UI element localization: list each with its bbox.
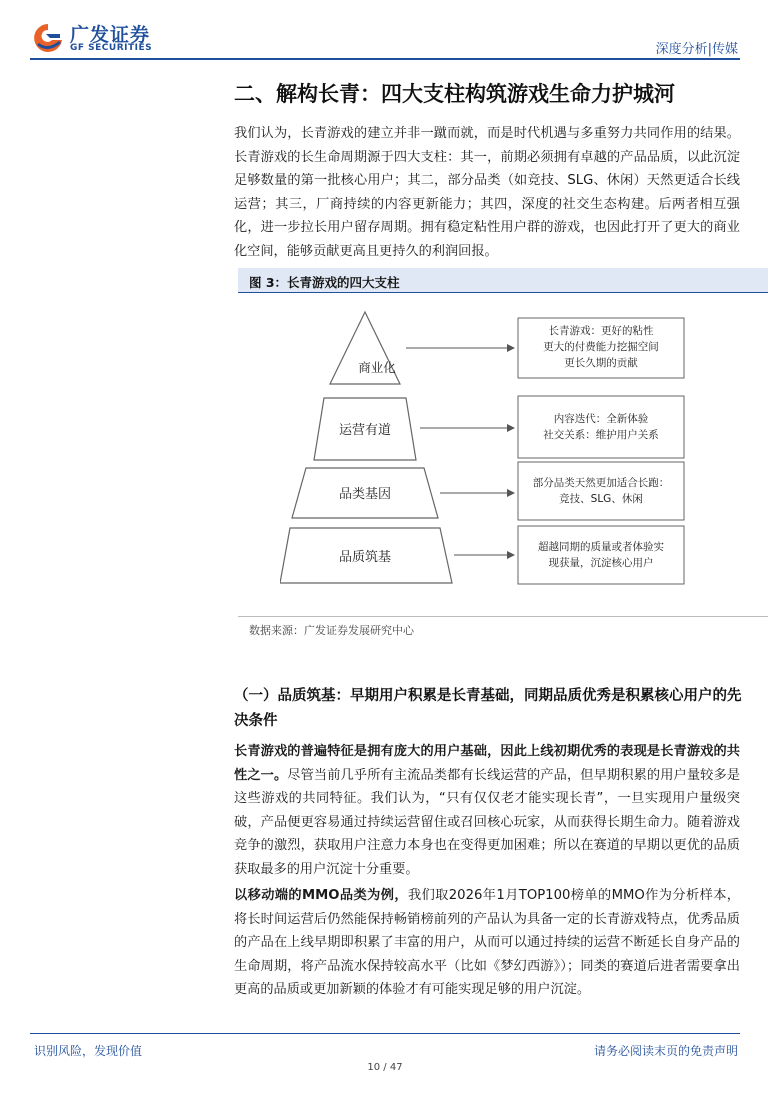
paragraph-mmo-example bbox=[234, 884, 740, 1002]
paragraph-mmo-body: 我们取2026年1月TOP100榜单的MMO作为分析样本，将长时间运营后仍然能保持畅销榜前列的产品认为具备一定的长青游戏特点，优秀品质的产品在上线早期即积累了丰富的用户，从而可以通过持续的运营不断延长自身产品的生命周期，将产品流水保持较高水平（比如《梦幻西游》）；同类的赛道后进者需要拿出更高的品质或更加新颖的体验才有可能实现足够的用户沉淀。 bbox=[234, 888, 740, 997]
four-pillars-diagram bbox=[280, 300, 700, 600]
footer-disclaimer: 请务必阅读末页的免责声明 bbox=[593, 1044, 738, 1058]
figure-source: 数据来源：广发证券发展研究中心 bbox=[249, 624, 414, 637]
paragraph-user-base-lead: 长青游戏的普遍特征是拥有庞大的用户基础，因此上线初期优秀的表现是长青游戏的共性之一。 bbox=[234, 744, 740, 783]
desc-3-line-2: 竞技、SLG、休闲 bbox=[559, 493, 643, 505]
desc-box-2 bbox=[518, 396, 684, 458]
intro-paragraph: 我们认为，长青游戏的建立并非一蹴而就，而是时代机遇与多重努力共同作用的结果。长青游戏的长生命周期源于四大支柱：其一，前期必须拥有卓越的产品品质，以此沉淀足够数量的第一批核心用户；其二，部分品类（如竞技、SLG、休闲）天然更适合长线运营；其三，厂商持续的内容更新能力；其四，深度的社交生态构建。后两者相互强化，进一步拉长用户留存周期。拥有稳定粘性用户群的游戏，也因此打开了更大的商业化空间，能够贡献更高且更持久的利润回报。 bbox=[234, 126, 740, 259]
desc-1-line-1: 长青游戏：更好的粘性 bbox=[548, 325, 654, 337]
section-title: 二、解构长青：四大支柱构筑游戏生命力护城河 bbox=[234, 82, 675, 106]
gf-logo-icon bbox=[30, 22, 66, 54]
pyramid-label-1: 商业化 bbox=[358, 360, 396, 375]
desc-box-4 bbox=[518, 526, 684, 584]
subsection-title: （一）品质筑基：早期用户积累是长青基础，同期品质优秀是积累核心用户的先决条件 bbox=[234, 688, 742, 729]
paragraph-mmo-lead: 以移动端的MMO品类为例， bbox=[234, 888, 408, 903]
header-divider bbox=[30, 58, 740, 60]
logo-chinese-name: 广发证券 bbox=[70, 24, 151, 46]
logo-english-name: GF SECURITIES bbox=[70, 43, 153, 53]
desc-4-line-1: 超越同期的质量或者体验实 bbox=[538, 541, 664, 553]
desc-1-line-3: 更长久期的贡献 bbox=[564, 357, 638, 369]
footer-slogan: 识别风险，发现价值 bbox=[34, 1044, 143, 1058]
desc-3-line-1: 部分品类天然更加适合长跑： bbox=[532, 477, 670, 489]
footer-divider bbox=[30, 1033, 740, 1034]
paragraph-user-base-body: 尽管当前几乎所有主流品类都有长线运营的产品，但早期积累的用户量较多是这些游戏的共同特征。我们认为，“只有仅仅老才能实现长青”，一旦实现用户量级突破，产品便更容易通过持续运营留住或召回核心玩家，从而获得长期生命力。随着游戏竞争的激烈，获取用户注意力本身也在变得更加困难；所以在赛道的早期以更优的品质获取最多的用户沉淀十分重要。 bbox=[234, 767, 741, 877]
desc-box-3 bbox=[518, 462, 684, 520]
paragraph-user-base bbox=[234, 740, 740, 881]
report-type: 深度分析|传媒 bbox=[655, 42, 738, 57]
pyramid-label-4: 品质筑基 bbox=[338, 550, 392, 565]
desc-2-line-1: 内容迭代：全新体验 bbox=[553, 413, 649, 425]
desc-2-line-2: 社交关系：维护用户关系 bbox=[543, 429, 659, 441]
figure-caption: 图 3：长青游戏的四大支柱 bbox=[249, 275, 400, 290]
desc-4-line-2: 现获量，沉淀核心用户 bbox=[548, 557, 654, 569]
pyramid-label-3: 品类基因 bbox=[338, 487, 392, 502]
source-divider bbox=[238, 616, 768, 617]
company-logo bbox=[30, 20, 190, 56]
page-number: 10 / 47 bbox=[367, 1062, 403, 1073]
desc-1-line-2: 更大的付费能力挖掘空间 bbox=[543, 341, 659, 353]
pyramid-label-2: 运营有道 bbox=[338, 423, 392, 438]
